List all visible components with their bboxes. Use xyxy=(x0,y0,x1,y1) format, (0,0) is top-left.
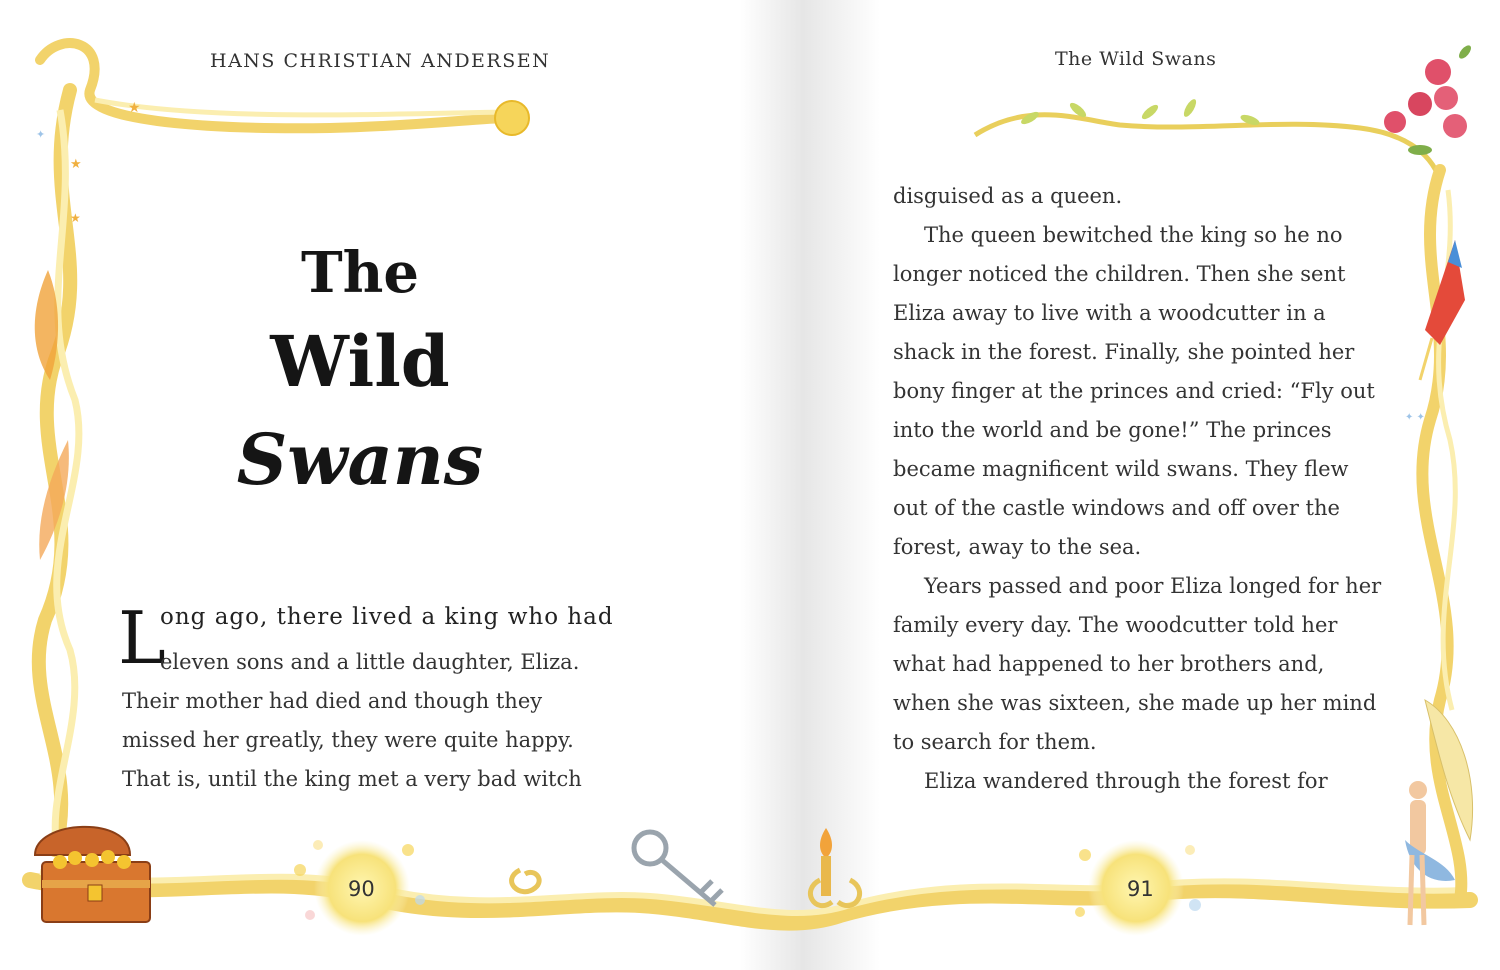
body-line: became magnificent wild swans. They flew xyxy=(893,457,1349,481)
body-line: missed her greatly, they were quite happy. xyxy=(122,728,574,752)
body-line: shack in the forest. Finally, she pointed her xyxy=(893,340,1355,364)
story-title-line-1: The xyxy=(300,240,419,306)
page-number-left: 90 xyxy=(348,877,375,901)
svg-text:★: ★ xyxy=(70,157,82,172)
svg-text:✦: ✦ xyxy=(36,128,46,141)
body-line: forest, away to the sea. xyxy=(893,535,1142,559)
story-title-line-3: Swans xyxy=(236,418,484,501)
body-line: bony finger at the princes and cried: “Fly out xyxy=(893,379,1375,403)
drop-cap: L xyxy=(118,596,166,680)
body-line: eleven sons and a little daughter, Eliza. xyxy=(160,650,580,674)
body-line: when she was sixteen, she made up her mind xyxy=(893,691,1377,715)
svg-text:✦ ✦: ✦ ✦ xyxy=(1405,412,1425,423)
body-line: Eliza away to live with a woodcutter in a xyxy=(893,301,1326,325)
left-body-text xyxy=(122,682,602,799)
svg-text:★: ★ xyxy=(128,100,141,116)
svg-text:★: ★ xyxy=(70,211,81,225)
body-line: what had happened to her brothers and, xyxy=(893,652,1325,676)
right-page xyxy=(750,0,1500,970)
running-head-title: The Wild Swans xyxy=(1055,48,1217,70)
body-line: family every day. The woodcutter told her xyxy=(893,613,1338,637)
right-body-text xyxy=(893,177,1383,801)
body-line: Their mother had died and though they xyxy=(122,689,543,713)
body-line: out of the castle windows and off over the xyxy=(893,496,1340,520)
body-line: That is, until the king met a very bad witch xyxy=(122,767,582,791)
body-line: disguised as a queen. xyxy=(893,184,1123,208)
running-head-author: HANS CHRISTIAN ANDERSEN xyxy=(210,50,551,72)
body-line: Years passed and poor Eliza longed for her xyxy=(924,574,1382,598)
body-line: into the world and be gone!” The princes xyxy=(893,418,1332,442)
body-line: Eliza wandered through the forest for xyxy=(924,769,1328,793)
opening-line: ong ago, there lived a king who had xyxy=(160,604,614,630)
page-number-right: 91 xyxy=(1127,877,1154,901)
body-line: The queen bewitched the king so he no xyxy=(924,223,1343,247)
story-title-line-2: Wild xyxy=(270,320,450,403)
body-line: to search for them. xyxy=(893,730,1097,754)
body-line: longer noticed the children. Then she sent xyxy=(893,262,1346,286)
